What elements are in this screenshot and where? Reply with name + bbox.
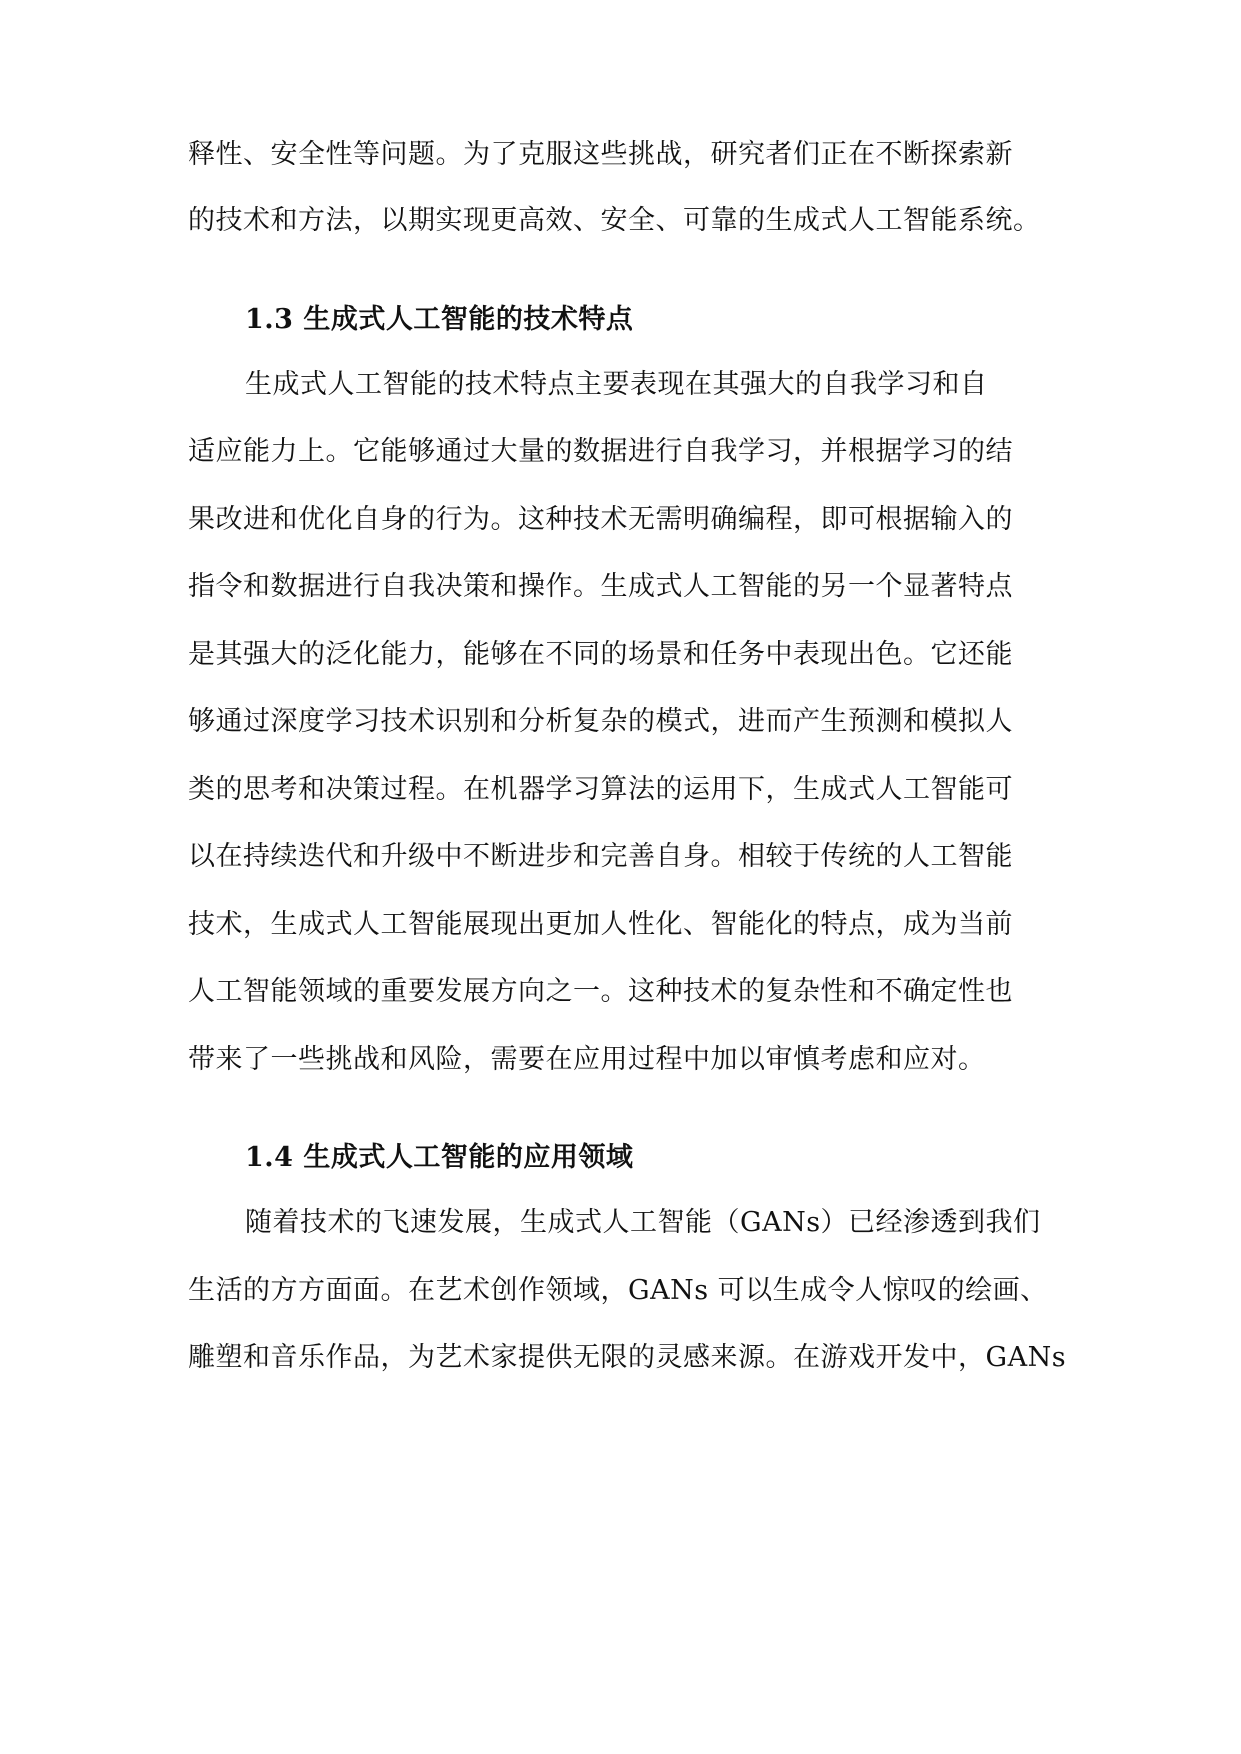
paragraph-line: 够通过深度学习技术识别和分析复杂的模式，进而产生预测和模拟人 xyxy=(188,706,1013,737)
paragraph-line: 果改进和优化自身的行为。这种技术无需明确编程，即可根据输入的 xyxy=(188,504,1013,535)
paragraph-line: 适应能力上。它能够通过大量的数据进行自我学习，并根据学习的结 xyxy=(188,436,1013,467)
paragraph-line: 人工智能领域的重要发展方向之一。这种技术的复杂性和不确定性也 xyxy=(188,976,1013,1007)
paragraph-line: 释性、安全性等问题。为了克服这些挑战，研究者们正在不断探索新 xyxy=(188,139,1013,170)
paragraph-line: 生成式人工智能的技术特点主要表现在其强大的自我学习和自 xyxy=(245,369,988,400)
paragraph-line: 的技术和方法，以期实现更高效、安全、可靠的生成式人工智能系统。 xyxy=(188,205,1041,236)
paragraph-line: 类的思考和决策过程。在机器学习算法的运用下，生成式人工智能可 xyxy=(188,774,1013,805)
paragraph-line: 技术，生成式人工智能展现出更加人性化、智能化的特点，成为当前 xyxy=(188,909,1013,940)
section-heading-1-4: 1.4 生成式人工智能的应用领域 xyxy=(245,1142,634,1173)
paragraph-line: 以在持续迭代和升级中不断进步和完善自身。相较于传统的人工智能 xyxy=(188,841,1013,872)
paragraph-line: 随着技术的飞速发展，生成式人工智能（GANs）已经渗透到我们 xyxy=(245,1207,1041,1238)
paragraph-line: 是其强大的泛化能力，能够在不同的场景和任务中表现出色。它还能 xyxy=(188,639,1013,670)
paragraph-line: 带来了一些挑战和风险，需要在应用过程中加以审慎考虑和应对。 xyxy=(188,1044,986,1075)
paragraph-line: 指令和数据进行自我决策和操作。生成式人工智能的另一个显著特点 xyxy=(188,571,1013,602)
section-heading-1-3: 1.3 生成式人工智能的技术特点 xyxy=(245,304,634,335)
paragraph-line: 雕塑和音乐作品，为艺术家提供无限的灵感来源。在游戏开发中，GANs xyxy=(188,1342,1067,1373)
paragraph-line: 生活的方方面面。在艺术创作领域，GANs 可以生成令人惊叹的绘画、 xyxy=(188,1275,1048,1306)
